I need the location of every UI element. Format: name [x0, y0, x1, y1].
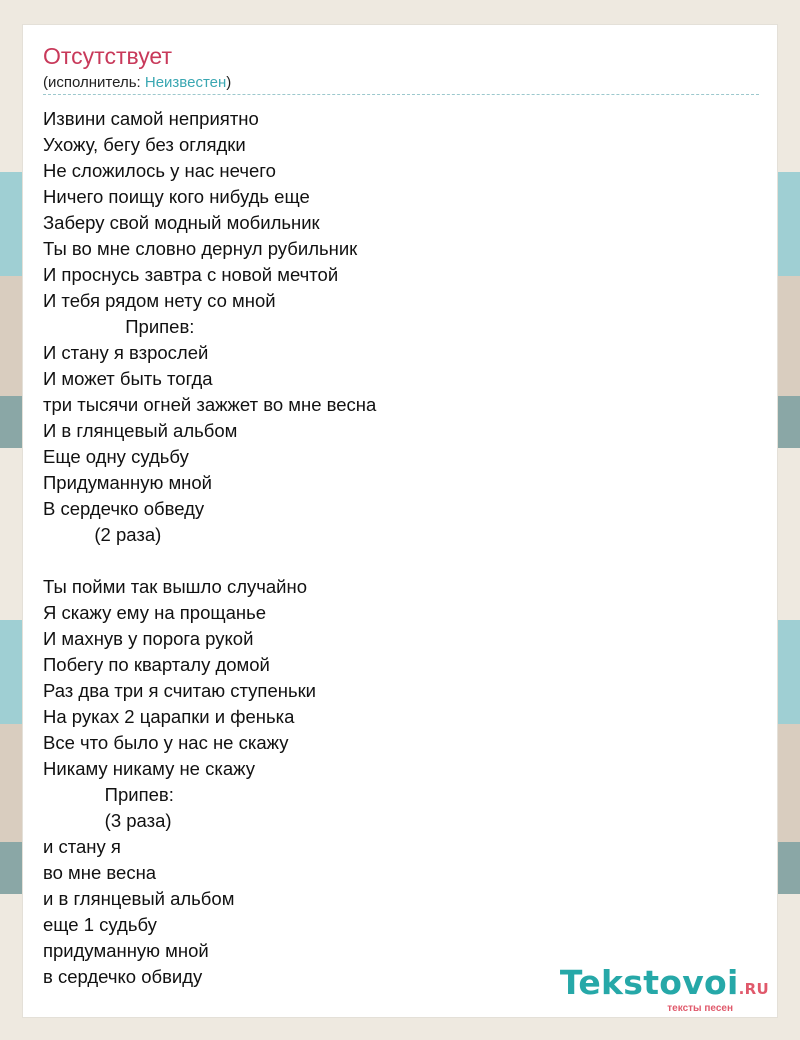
logo-name: Tekstovoi: [559, 963, 739, 1002]
artist-prefix: (исполнитель:: [43, 74, 145, 91]
logo-wordmark: [559, 963, 769, 1006]
logo-tagline: тексты песен: [667, 1003, 733, 1014]
lyrics-card: [22, 24, 778, 1018]
song-title: Отсутствует: [43, 43, 172, 69]
artist-link[interactable]: Неизвестен: [144, 74, 227, 91]
logo-tld: .RU: [738, 980, 769, 998]
artist-suffix: ): [226, 74, 232, 91]
divider: [43, 94, 759, 95]
site-logo[interactable]: [559, 963, 769, 1014]
lyrics-text: Извини самой неприятно Ухожу, бегу без оглядки Не сложилось у нас нечего Ничего поищу кого нибудь еще Заберу свой модный мобильник Ты во мне словно дернул рубильник И проснусь завтра с новой мечтой И тебя рядом нету со мной Припев: И стану я взрослей И может быть тогда три тысячи огней зажжет во мне весна И в глянцевый альбом Еще одну судьбу Придуманную мной В сердечко обведу (2 раза) Ты пойми так вышло случайно Я скажу ему на прощанье И махнув у порога рукой Побегу по кварталу домой Раз два три я считаю ступеньки На руках 2 царапки и фенька Все что было у нас не скажу Никаму никаму не скажу Припев: (3 раза) и стану я во мне весна и в глянцевый альбом еще 1 судьбу придуманную мной в сердечко обвиду: [43, 108, 377, 987]
artist-line: [43, 74, 231, 91]
